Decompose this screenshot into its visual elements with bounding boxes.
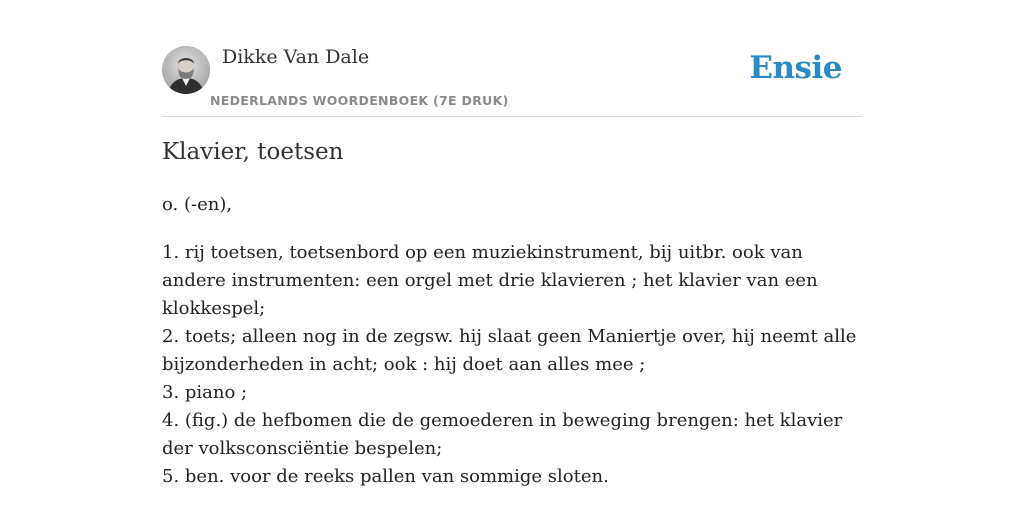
brand-logo[interactable]: Ensie — [749, 50, 842, 86]
definitions-list — [162, 239, 862, 491]
definition-item: 2. toets; alleen nog in de zegsw. hij slaat geen Maniertje over, hij neemt alle bijzonderheden in acht; ook : hij doet aan alles mee ; — [162, 326, 857, 375]
entry-title: Klavier, toetsen — [162, 139, 344, 165]
definition-item: 5. ben. voor de reeks pallen van sommige sloten. — [162, 466, 609, 487]
author-avatar[interactable] — [162, 46, 210, 94]
grammar-info: o. (-en), — [162, 194, 233, 215]
definition-item: 1. rij toetsen, toetsenbord op een muziekinstrument, bij uitbr. ook van andere instrumenten: een orgel met drie klavieren ; het klavier van een klokkespel; — [162, 242, 818, 319]
definition-item: 3. piano ; — [162, 382, 248, 403]
author-name[interactable]: Dikke Van Dale — [222, 46, 370, 68]
definition-item: 4. (fig.) de hefbomen die de gemoederen in beweging brengen: het klavier der volksconsciëntie bespelen; — [162, 410, 843, 459]
source-label[interactable]: NEDERLANDS WOORDENBOEK (7E DRUK) — [210, 93, 509, 108]
entry-header — [162, 40, 862, 117]
portrait-image — [162, 46, 210, 94]
